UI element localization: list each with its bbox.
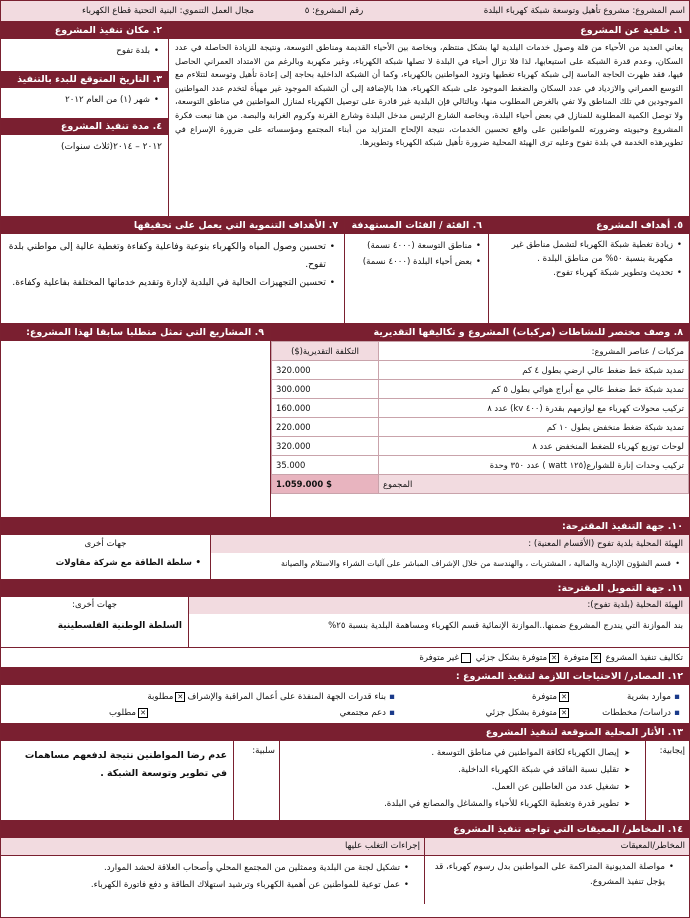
background-section	[168, 22, 689, 216]
implementer-local	[210, 535, 689, 579]
implementer-local-cell	[211, 553, 689, 570]
dev-goal-item: • تحسين التجهيزات الحالية في البلدية لإدارة وتقديم خدماتها المختلفة بفاعلية وكفاءة.	[7, 274, 326, 292]
checkbox-partial-icon[interactable]: ✕	[549, 653, 559, 663]
implementer-section	[1, 518, 689, 580]
impacts-row	[1, 741, 689, 820]
impacts-section	[1, 724, 689, 821]
activities-section	[270, 324, 689, 517]
side-info-column	[1, 22, 168, 216]
table-row	[272, 361, 689, 380]
costs-opt-available: متوفرة	[563, 653, 589, 663]
resource-item	[458, 705, 671, 721]
implementer-local-text: • قسم الشؤون الإدارية والمالية ، المشتريات ، والهندسة من خلال الإشراف المباشر على آليات الشراء والاستلام والصيانة	[215, 557, 671, 570]
activity-item: تركيب وحدات إنارة للشوارع(١٢٥ watt ) عدد ٣٥٠ وحدة	[379, 456, 689, 475]
risks-header-row	[1, 838, 689, 855]
positive-impact-item: ➤ تقليل نسبة الفاقد في شبكة الكهرباء الداخلية.	[284, 762, 619, 779]
resource-item	[7, 689, 386, 705]
total-label: المجموع	[379, 475, 689, 494]
section-title-dev-goals: ٧. الأهداف التنموية التي يعمل على تحقيقها	[1, 217, 344, 234]
section-title-background: ١. خلفية عن المشروع	[169, 22, 689, 39]
dev-goals-cell	[1, 234, 344, 292]
funding-local-label: الهيئة المحلية (بلدية تفوح):	[189, 597, 689, 614]
total-value: 1.059.000 $	[272, 475, 379, 494]
start-date-cell	[1, 88, 168, 118]
resources-col-2	[7, 689, 458, 723]
section-title-impacts: ١٣. الأثار المحلية المتوقعة لتنفيذ المشروع	[1, 724, 689, 741]
action-item: • عمل توعية للمواطنين عن أهمية الكهرباء وترشيد استهلاك الطاقة و دفع فاتورة الكهرباء.	[5, 877, 400, 894]
prerequisites-section	[1, 324, 270, 517]
project-header-bar	[1, 1, 689, 22]
section-title-objectives: ٥. أهداف المشروع	[489, 217, 689, 234]
section-title-resources: ١٢. المصادر/ الاحتياجات اللازمة لتنفيذ المشروع :	[1, 668, 689, 685]
resource-capacity-check-icon[interactable]: ✕	[175, 692, 185, 702]
activity-cost: 300.000	[272, 380, 379, 399]
location-item: • بلدة تفوح	[7, 45, 150, 58]
table-row	[272, 437, 689, 456]
impacts-positive-cell	[279, 741, 645, 820]
activity-cost: 320.000	[272, 361, 379, 380]
dev-goals-section	[1, 217, 344, 323]
resource-human-check-icon[interactable]: ✕	[559, 692, 569, 702]
positive-impact-item: ➤ إيصال الكهرباء لكافة المواطنين في مناطق التوسعة .	[284, 745, 619, 762]
project-number: رقم المشروع: ٥	[304, 6, 364, 16]
resource-community-value: مطلوب	[108, 708, 136, 718]
section-title-risks: ١٤. المخاطر/ المعيقات التي تواجه تنفيذ المشروع	[1, 821, 689, 838]
section-title-implementer: ١٠. جهة التنفيذ المقترحة:	[1, 518, 689, 535]
section-title-start-date: ٣. التاريخ المتوقع للبدء بالتنفيذ	[1, 71, 168, 88]
resource-item	[7, 705, 386, 721]
resource-community-label: دعم مجتمعي	[339, 708, 386, 718]
target-group-item: • بعض أحياء البلدة (٤٠٠٠ نسمة)	[349, 254, 472, 270]
objectives-section	[488, 217, 689, 323]
checkbox-available-icon[interactable]: ✕	[591, 653, 601, 663]
funding-section	[1, 580, 689, 668]
resources-grid	[1, 685, 689, 723]
positive-impact-item: ➤ تطوير قدرة وتغطية الكهرباء للأحياء والمشاغل والمصانع في البلدة.	[284, 796, 619, 813]
section-title-activities: ٨. وصف مختصر للنشاطات (مركبات) المشروع و تكاليفها التقديرية	[271, 324, 689, 341]
funding-other-label: جهات أخرى:	[72, 600, 117, 610]
resource-studies-value: متوفرة بشكل جزئي	[485, 708, 557, 718]
risks-col-header: المخاطر/المعيقات	[424, 838, 689, 855]
activity-item: لوحات توزيع كهرباء للضغط المنخفض عدد ٨	[379, 437, 689, 456]
actions-cell	[1, 856, 424, 904]
table-row	[272, 399, 689, 418]
resources-col-1	[458, 689, 683, 723]
implementer-other-label: جهات أخرى	[84, 539, 127, 549]
activity-item: تمديد شبكة خط ضغط عالي ارضي بطول ٤ كم	[379, 361, 689, 380]
activity-cost: 320.000	[272, 437, 379, 456]
costs-label: تكاليف تنفيذ المشروع	[605, 653, 683, 663]
resource-capacity-label: بناء قدرات الجهة المنفذة على أعمال المراقبة والإشراف	[187, 692, 386, 702]
checkbox-unavailable-icon[interactable]	[461, 653, 471, 663]
funding-other	[1, 597, 188, 647]
section-title-target-groups: ٦. الفئة / الفئات المستهدفة	[345, 217, 488, 234]
resources-section	[1, 668, 689, 724]
resource-community-check-icon[interactable]: ✕	[138, 708, 148, 718]
duration-cell	[1, 135, 168, 154]
impacts-negative-label: سلبية:	[233, 741, 279, 820]
implementer-other-cell	[1, 553, 210, 570]
risk-item: • مواصلة المديونية المتراكمة على المواطنين بدل رسوم كهرباء، قد يؤجل تنفيذ المشروع.	[429, 860, 665, 890]
resource-human-value: متوفرة	[532, 692, 557, 702]
target-groups-cell	[345, 234, 488, 270]
development-field: مجال العمل التنموي: البنية التحتية قطاع الكهرباء	[82, 6, 254, 16]
activity-cost: 35.000	[272, 456, 379, 475]
total-row	[272, 475, 689, 494]
implementer-row	[1, 535, 689, 579]
funding-local-text: بند الموازنة التي يندرج المشروع ضمنها..الموازنة الإنمائية قسم الكهرباء ومساهمة البلدية بنسبة ٢٥%	[328, 621, 683, 631]
positive-impact-item: ➤ تشغيل عدد من العاطلين عن العمل.	[284, 779, 619, 796]
activity-cost: 220.000	[272, 418, 379, 437]
activity-item: تمديد شبكة ضغط منخفض بطول ١٠ كم	[379, 418, 689, 437]
goals-block	[1, 217, 689, 324]
section-title-funding: ١١. جهة التمويل المقترحة:	[1, 580, 689, 597]
resource-human-label: موارد بشرية	[627, 692, 671, 702]
dev-goal-item: • تحسين وصول المياه والكهرباء بنوعية وفاعلية وكفاءة وتغطية عالية إلى مواطني بلدة تفوح.	[7, 238, 326, 274]
table-row	[272, 380, 689, 399]
resource-studies-label: دراسات/ مخططات	[602, 708, 671, 718]
funding-row	[1, 597, 689, 647]
funding-local	[188, 597, 689, 647]
activities-block	[1, 324, 689, 518]
duration-item: ٢٠١٢ – ٢٠١٤(ثلاث سنوات)	[60, 142, 162, 152]
section-title-duration: ٤. مدة تنفيذ المشروع	[1, 118, 168, 135]
activity-cost: 160.000	[272, 399, 379, 418]
costs-opt-unavailable: غير متوفرة	[419, 653, 459, 663]
resource-capacity-value: مطلوبة	[147, 692, 174, 702]
risks-cell	[424, 856, 689, 904]
objective-item: • تحديث وتطوير شبكة كهرباء تفوح.	[493, 266, 673, 280]
objectives-cell	[489, 234, 689, 280]
col-header-cost: التكلفة التقديرية($)	[272, 342, 379, 361]
impacts-positive-label: إيجابية:	[645, 741, 689, 820]
activities-table	[271, 341, 689, 494]
col-header-item: مركبات / عناصر المشروع:	[379, 342, 689, 361]
location-cell	[1, 39, 168, 71]
implementer-local-label: الهيئة المحلية بلدية تفوح (الأقسام المعنية) :	[211, 535, 689, 553]
target-group-item: • مناطق التوسعة (٤٠٠٠ نسمة)	[349, 238, 472, 254]
impacts-negative-text: عدم رضا المواطنين نتيجة لدفعهم مساهمات في تطوير وتوسعة الشبكة .	[24, 750, 227, 779]
target-groups-section	[344, 217, 488, 323]
background-block	[1, 22, 689, 217]
activity-item: تمديد شبكة خط ضغط عالي مع أبراج هوائي بطول ٥ كم	[379, 380, 689, 399]
resource-item	[458, 689, 671, 705]
section-title-prerequisites: ٩. المشاريع التي تمثل متطلبا سابقا لهذا المشروع:	[1, 324, 270, 341]
risks-section	[1, 821, 689, 904]
background-text: يعاني العديد من الأحياء من قلة وصول خدمات البلدية لها بشكل منتظم، وبخاصة بين الأحياء القديمة ومناطق التوسعة، ونتيجة للزيادة الحاصلة في عدد السكان، وعدم قدرة الشبكة على استيعابها، لذا فلا تزال أحياء في البلدة لا تصلها شبكة الكهرباء، وغير مكهربة وبالرغم من الامتداد العمراني الحاصل فيها، فقد ظهرت الحاجة الماسة إلى شبكة كهرباء تغطيها وتزود المواطنين بالكهرباء، وكما أن الشبكة الداخلية بحاجة إلى إعادة تأهيل وتوسعة لتتلاءم مع التوسع العمراني والازدياد في عدد السكان والضغط الموجود على شبكة الكهرباء، هذا بالإضافة إلى أن الشبكة الموجود غير مهيأة لتخدم عدد المواطنين الموجودين في تلك المناطق ولا تفي بالغرض المطلوب منها، وبالتالي فإن البلدية غير قادرة على توصيل الكهرباء لمنازل المواطنين في مناطق التوسعة، ولا توصل الكمية المطلوبة للمنازل في بعض أحياء البلدة، وبخاصة الشارع الرئيس مدخل البلدة وشارع القرنة وكروم الغرابة والبصة. من هنا نبعت فكرة المشروع وحيويته وضرورته للمواطنين على واقع تحسين الخدمات، نتيجة الإلحاح المتزايد من أبناء المجتمع ومؤسساته على ضرورة الإسراع في تطويرهذه الخدمة في بلدة تفوح وعليه ترى الهيئة المحلية ضرورة تأهيل شبكة الكهرباء وتطويرها.	[175, 42, 683, 148]
resource-studies-check-icon[interactable]: ✕	[559, 708, 569, 718]
start-date-item: • شهر (١) من العام ٢٠١٢	[7, 94, 150, 107]
implementer-other-text: • سلطة الطاقة مع شركة مقاولات	[5, 557, 192, 570]
risks-row	[1, 855, 689, 904]
costs-opt-partial: متوفرة بشكل جزئي	[475, 653, 548, 663]
activity-item: تركيب محولات كهرباء مع لوازمهم بقدرة (٤٠٠ kv) عدد ٨	[379, 399, 689, 418]
funding-other-text: السلطة الوطنية الفلسطينية	[57, 621, 182, 631]
objective-item: • زيادة تغطية شبكة الكهرباء لتشمل مناطق غير مكهربة بنسبة ٥٠% من مناطق البلدة .	[493, 238, 673, 266]
funding-costs-row	[1, 647, 689, 667]
action-item: • تشكيل لجنة من البلدية وممثلين من المجتمع المحلي وأصحاب العلاقة لحشد الموارد.	[5, 860, 400, 877]
table-row	[272, 418, 689, 437]
actions-col-header: إجراءات التغلب عليها	[345, 841, 420, 851]
implementer-other	[1, 535, 210, 579]
table-row	[272, 456, 689, 475]
project-name: اسم المشروع: مشروع تأهيل وتوسعة شبكة كهرباء البلدة	[483, 6, 685, 16]
section-title-location: ٢. مكان تنفيذ المشروع	[1, 22, 168, 39]
